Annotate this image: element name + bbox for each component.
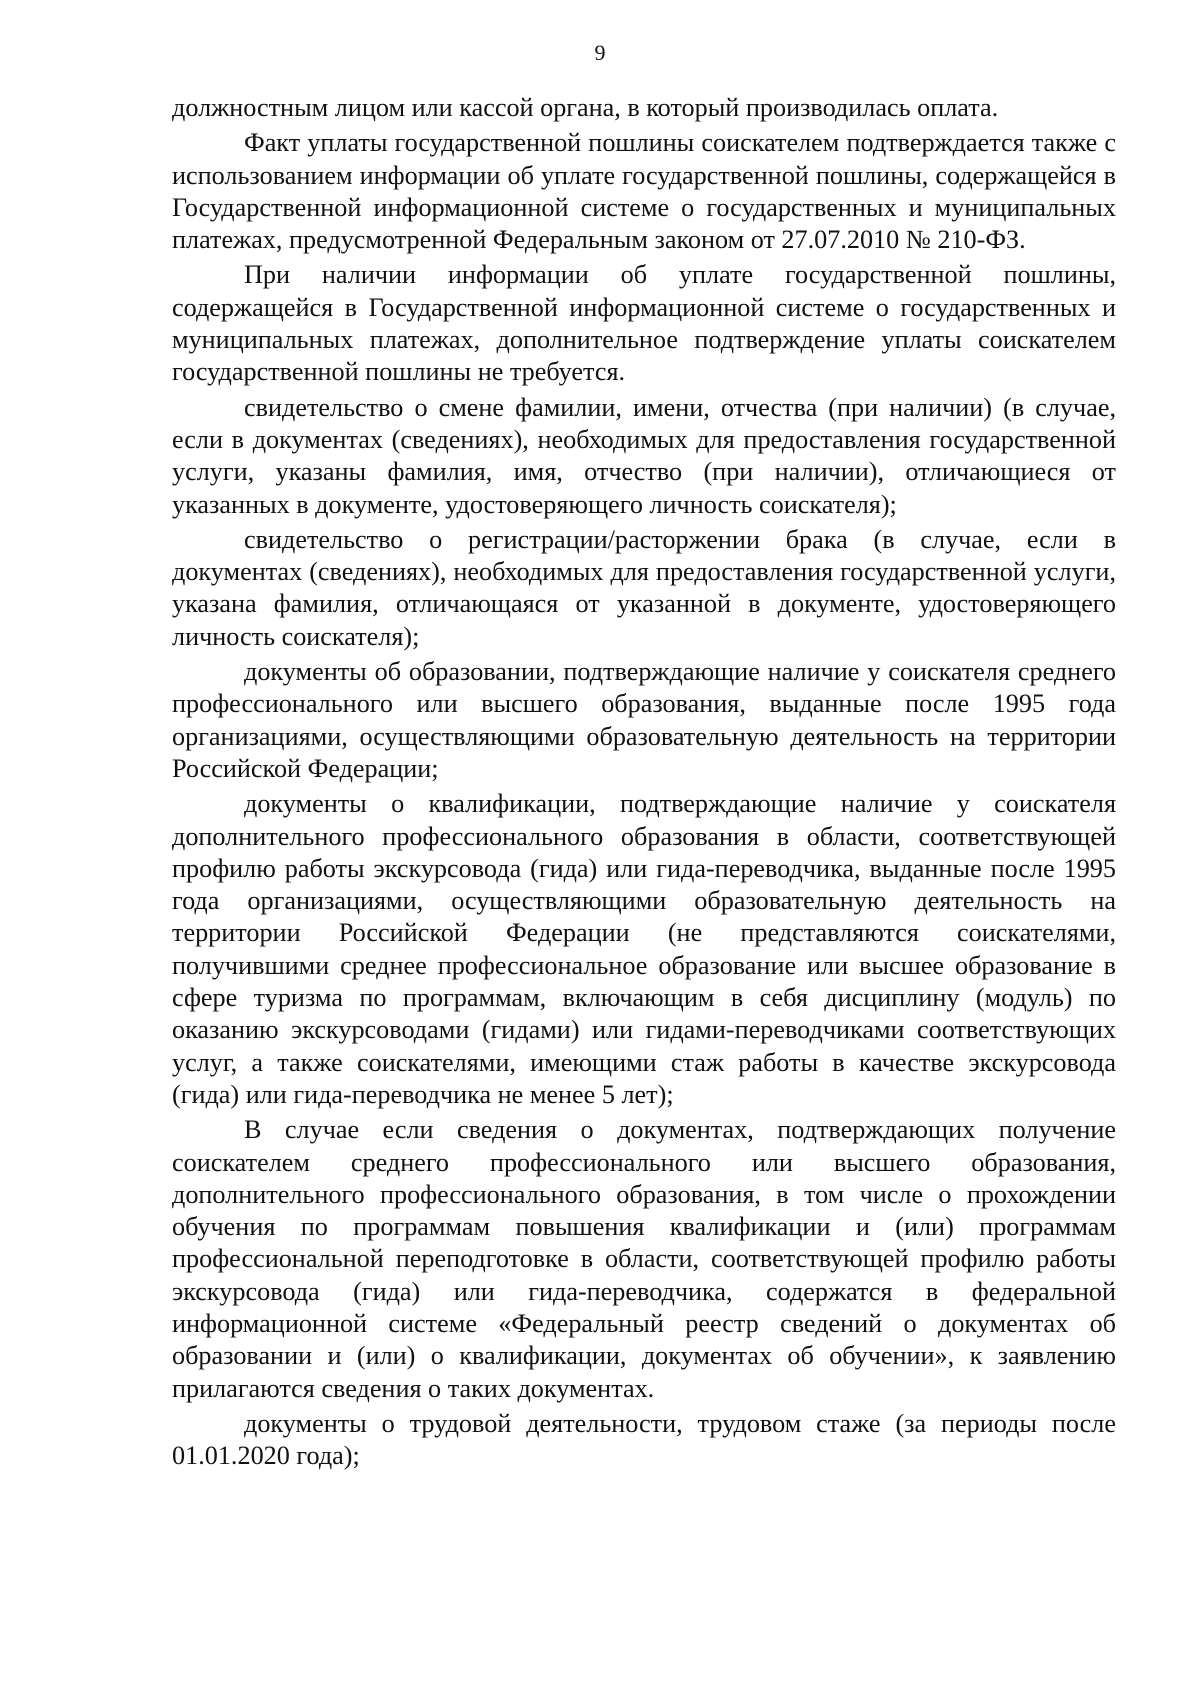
paragraph-federal-registry: В случае если сведения о документах, подтверждающих получение соискателем среднего профессионального или высшего образования, дополнительного профессионального образования, в том числе о прохождении обучения по программам повышения квалификации и (или) программам профессиональной переподготовке в области, соответствующей профилю работы экскурсовода (гида) или гида-переводчика, содержатся в федеральной информационной системе «Федеральный реестр сведений о документах об образовании и (или) о квалификации, документах об обучении», к заявлению прилагаются сведения о таких документах. [172, 1115, 1116, 1403]
paragraph-education-documents: документы об образовании, подтверждающие наличие у соискателя среднего профессионального или высшего образования, выданные после 1995 года организациями, осуществляющими образовательную деятельность на территории Российской Федерации; [172, 657, 1116, 783]
paragraph-payment-cashier: должностным лицом или кассой органа, в который производилась оплата. [172, 93, 999, 122]
paragraph-employment-documents: документы о трудовой деятельности, трудовом стаже (за периоды после 01.01.2020 года); [172, 1408, 1116, 1471]
paragraph-marriage-certificate: свидетельство о регистрации/расторжении брака (в случае, если в документах (сведениях), необходимых для предоставления государственной услуги, указана фамилия, отличающаяся от указанной в документе, удостоверяющего личность соискателя); [172, 524, 1116, 651]
document-body [172, 92, 1116, 1472]
paragraph-name-change-certificate: свидетельство о смене фамилии, имени, отчества (при наличии) (в случае, если в документах (сведениях), необходимых для предоставления государственной услуги, указаны фамилия, имя, отчество (при наличии), отличающиеся от указанных в документе, удостоверяющего личность соискателя); [172, 392, 1116, 519]
paragraph-fee-payment-fact: Факт уплаты государственной пошлины соискателем подтверждается также с использованием информации об уплате государственной пошлины, содержащейся в Государственной информационной системе о государственных и муниципальных платежах, предусмотренной Федеральным законом от 27.07.2010 № 210-ФЗ. [172, 128, 1116, 255]
paragraph-fee-info-available: При наличии информации об уплате государственной пошлины, содержащейся в Государственной информационной системе о государственных и муниципальных платежах, дополнительное подтверждение уплаты соискателем государственной пошлины не требуется. [172, 260, 1116, 387]
paragraph-qualification-documents: документы о квалификации, подтверждающие наличие у соискателя дополнительного профессионального образования в области, соответствующей профилю работы экскурсовода (гида) или гида-переводчика, выданные после 1995 года организациями, осуществляющими образовательную деятельность на территории Российской Федерации (не представляются соискателями, получившими среднее профессиональное образование или высшее образование в сфере туризма по программам, включающим в себя дисциплину (модуль) по оказанию экскурсоводами (гидами) или гидами-переводчиками соответствующих услуг, а также соискателями, имеющими стаж работы в качестве экскурсовода (гида) или гида-переводчика не менее 5 лет); [172, 789, 1116, 1109]
page-number: 9 [594, 40, 606, 65]
